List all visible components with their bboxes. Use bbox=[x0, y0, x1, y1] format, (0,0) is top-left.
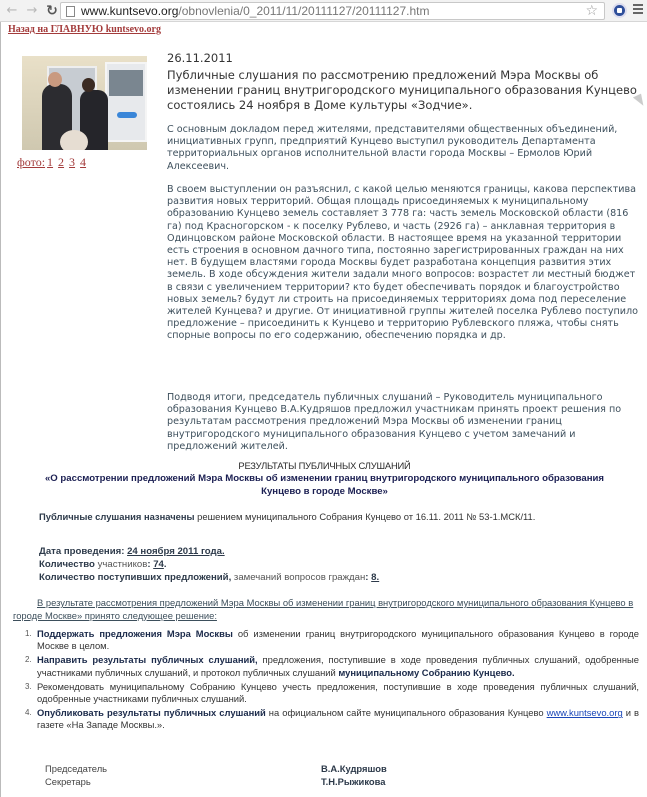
site-link[interactable]: www.kuntsevo.org bbox=[546, 707, 623, 719]
paragraph: В своем выступлении он разъяснил, с какой целью меняются границы, какова перспектива развития новых территорий. Общая площадь присоединяемых к муниципальному образованию Кунцево земель составляет 3 778 га: часть земель Московской области (816 га) под Красногорском - к поселку Рублево, и часть (2926 га) – анклавная территория в Одинцовском районе Московской области. В настоящее время на указанной территории есть строения в основном дачного типа, постоянно зарегистрированных граждан на них нет. В будущем властями города Москвы будет разработана концепция развития этих земель. В ходе обсуждения жители задали много вопросов: возрастет ли местный бюджет в связи с увеличением территории? кто будет обеспечивать порядок и благоустройство новых земель? будут ли строить на присоединяемых территориях дома под переселение жителей Кунцева? и другие. От инициативной группы жителей поселка Рублево поступило предложение – присоединить к Кунцево и территорию Рублевского пляжа, чтобы снять спорные вопросы по его содержанию, обеспечению порядка и др. bbox=[167, 184, 639, 342]
photo-link-1[interactable]: 1 bbox=[47, 155, 54, 169]
stat-proposals: Количество поступивших предложений, замечаний вопросов граждан: 8. bbox=[39, 572, 380, 583]
stat-date: Дата проведения: 24 ноября 2011 года. bbox=[39, 546, 225, 557]
hearing-stats bbox=[39, 545, 379, 584]
menu-icon[interactable] bbox=[633, 4, 643, 16]
extension-icon[interactable] bbox=[612, 3, 627, 18]
photo-link-2[interactable]: 2 bbox=[58, 155, 65, 169]
photo-link-4[interactable]: 4 bbox=[80, 155, 87, 169]
star-icon[interactable]: ☆ bbox=[585, 3, 598, 19]
decision-item: 3. Рекомендовать муниципальному Собранию Кунцево учесть предложения, поступившие в ходе проведения публичных слушаний, одобренные участниками публичных слушаний. bbox=[25, 680, 639, 705]
page-content bbox=[0, 22, 647, 797]
paragraph: Подводя итоги, председатель публичных слушаний – Руководитель муниципального образования Кунцево В.А.Кудряшов предложил участникам принять проект решения по результатам рассмотрения предложений Мэра Москвы об изменении границ внутригородского муниципального образования Кунцево с учетом замечаний и предложений жителей. bbox=[167, 392, 622, 452]
url-text[interactable]: www.kuntsevo.org/obnovlenia/0_2011/11/20111127/20111127.htm bbox=[81, 4, 430, 18]
browser-toolbar bbox=[0, 0, 647, 22]
signatures bbox=[45, 763, 445, 788]
news-date: 26.11.2011 bbox=[167, 51, 233, 65]
reload-icon[interactable]: ↻ bbox=[46, 3, 58, 19]
address-bar[interactable] bbox=[60, 2, 605, 20]
results-title: РЕЗУЛЬТАТЫ ПУБЛИЧНЫХ СЛУШАНИЙ bbox=[238, 460, 411, 471]
forward-arrow-icon[interactable]: → bbox=[26, 3, 38, 18]
decision-item: 1. Поддержать предложения Мэра Москвы об изменении границ внутригородского муниципального образования Кунцево в городе Москве в целом. bbox=[25, 628, 639, 652]
results-subtitle: «О рассмотрении предложений Мэра Москвы об изменении границ внутригородского муниципального образования Кунцево в городе Москве» bbox=[44, 473, 605, 497]
decision-intro: В результате рассмотрения предложений Мэра Москвы об изменении границ внутригородского муниципального образования Кунцево в городе Москве» принято следующее решение: bbox=[13, 597, 634, 621]
news-headline: Публичные слушания по рассмотрению предложений Мэра Москвы об изменении границ внутригородского муниципального образования Кунцево состоялись 24 ноября в Доме культуры «Зодчие». bbox=[167, 68, 637, 112]
signature-row: Секретарь Т.Н.Рыжикова bbox=[45, 775, 386, 787]
photo-link-3[interactable]: 3 bbox=[69, 155, 76, 169]
news-photo[interactable] bbox=[22, 56, 147, 150]
decision-item: 2. Направить результаты публичных слушаний, предложения, поступившие в ходе проведения публичных слушаний, одобренные участниками публичных слушаний, и протокол публичных слушаний муниципальному Собранию Кунцево. bbox=[25, 654, 639, 678]
decision-item: 4. Опубликовать результаты публичных слушаний на официальном сайте муниципального образования Кунцево www.kuntsevo.org и в газете «На Западе Москвы.». bbox=[25, 707, 639, 731]
photo-links bbox=[17, 155, 88, 170]
appointed-line: Публичные слушания назначены решением муниципального Собрания Кунцево от 16.11. 2011 № 53-1.МСК/11. bbox=[39, 511, 536, 522]
page-icon bbox=[66, 6, 75, 17]
paragraph: С основным докладом перед жителями, представителями общественных объединений, инициативных групп, предприятий Кунцево выступил руководитель Департамента территориальных органов исполнительной власти города Москвы – Ермолов Юрий Алексеевич. bbox=[167, 124, 618, 172]
stat-participants: Количество участников: 74. bbox=[39, 559, 167, 570]
back-arrow-icon[interactable]: ← bbox=[6, 3, 18, 18]
photo-label[interactable]: фото: bbox=[17, 155, 46, 169]
decisions-list bbox=[25, 628, 639, 734]
signature-row: Председатель В.А.Кудряшов bbox=[45, 763, 387, 774]
home-link[interactable]: Назад на ГЛАВНУЮ kuntsevo.org bbox=[8, 24, 161, 35]
